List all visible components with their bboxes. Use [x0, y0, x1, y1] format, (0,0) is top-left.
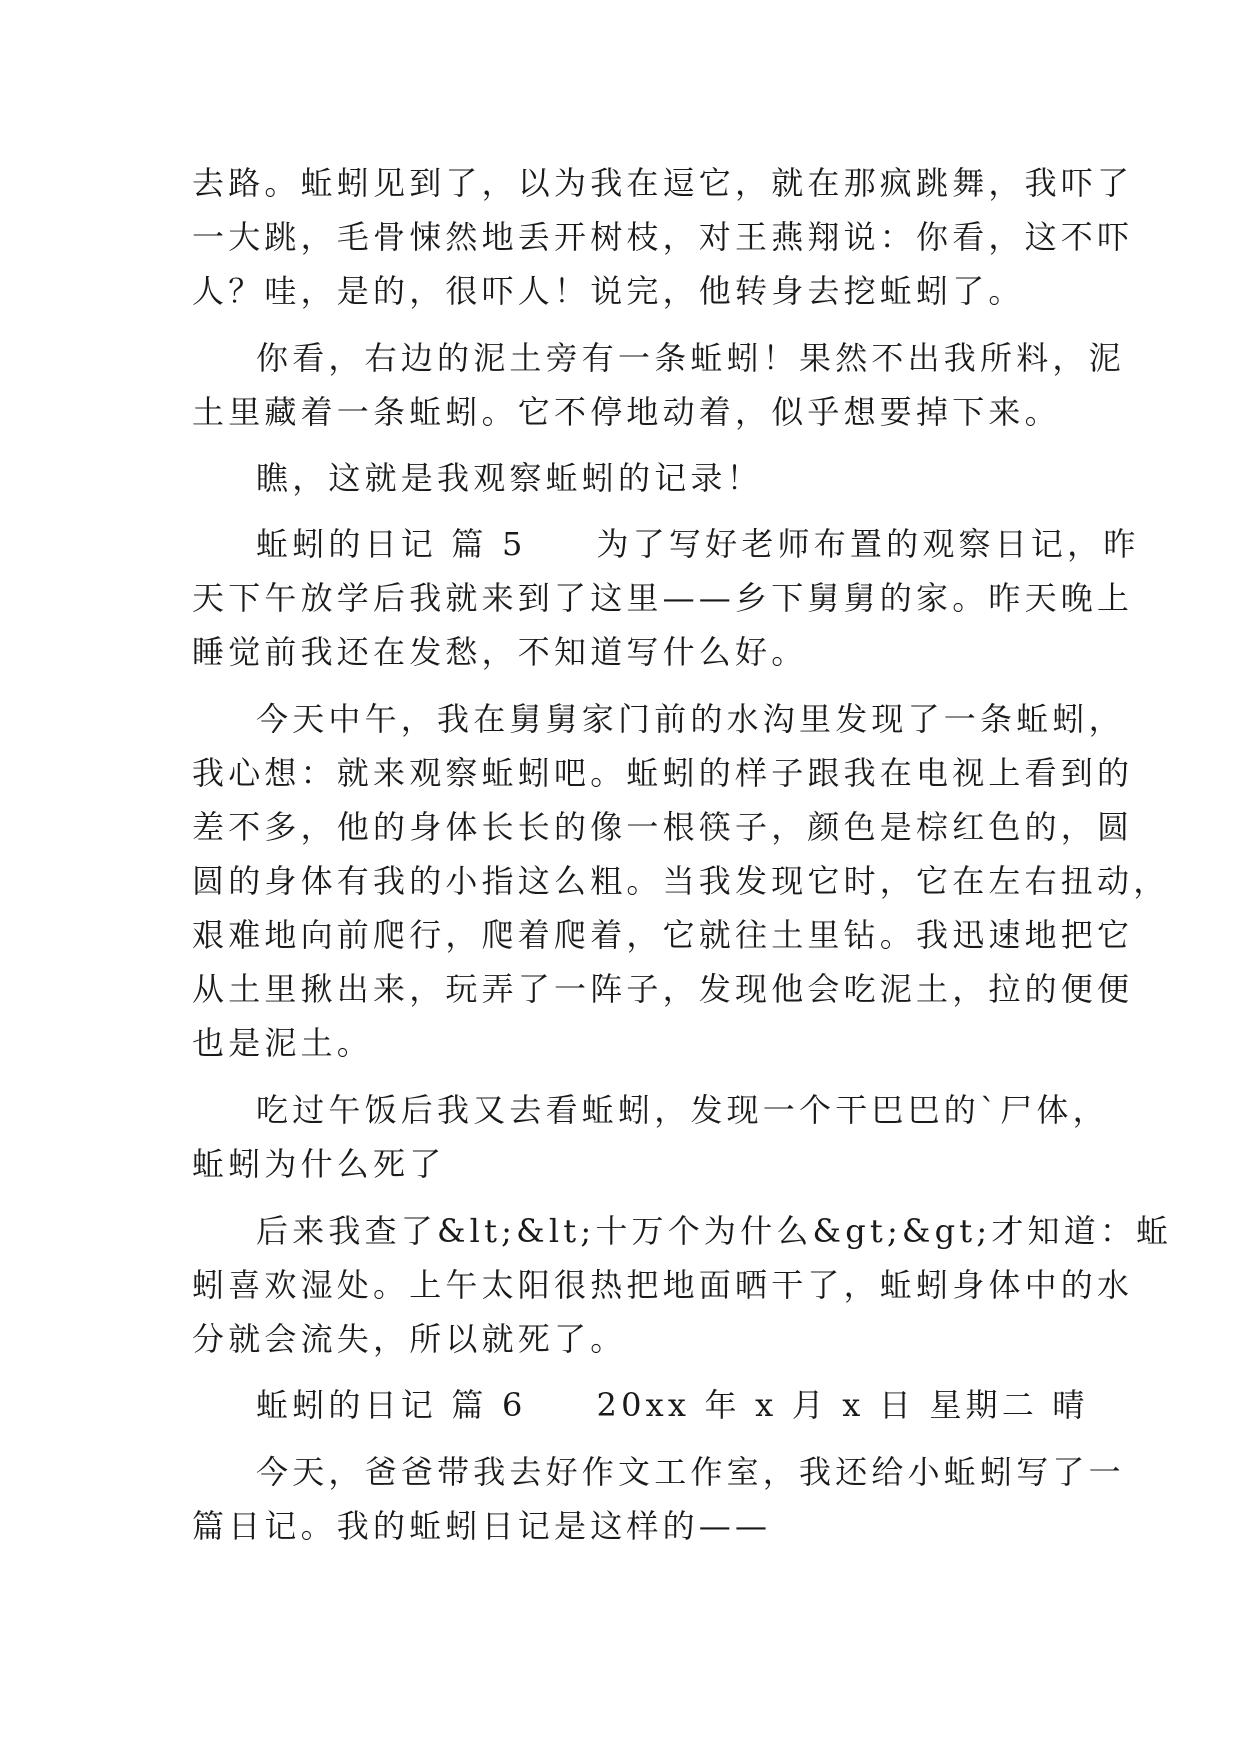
text-line: 睡觉前我还在发愁，不知道写什么好。	[192, 633, 808, 671]
text-line: 人？哇，是的，很吓人！说完，他转身去挖蚯蚓了。	[192, 272, 1025, 310]
text-line: 后来我查了&lt;&lt;十万个为什么&gt;&gt;才知道：蚯	[256, 1212, 1173, 1250]
text-line: 篇日记。我的蚯蚓日记是这样的——	[192, 1507, 772, 1545]
text-line: 天下午放学后我就来到了这里——乡下舅舅的家。昨天晚上	[192, 579, 1134, 617]
text-line: 我心想：就来观察蚯蚓吧。蚯蚓的样子跟我在电视上看到的	[192, 754, 1134, 792]
text-line: 瞧，这就是我观察蚯蚓的记录！	[256, 459, 763, 497]
text-line: 圆的身体有我的小指这么粗。当我发现它时，它在左右扭动，	[192, 862, 1170, 900]
text-line: 今天中午，我在舅舅家门前的水沟里发现了一条蚯蚓，	[256, 700, 1125, 738]
text-line: 去路。蚯蚓见到了，以为我在逗它，就在那疯跳舞，我吓了	[192, 164, 1134, 202]
text-line: 从土里揪出来，玩弄了一阵子，发现他会吃泥土，拉的便便	[192, 970, 1134, 1008]
text-line: 一大跳，毛骨悚然地丢开树枝，对王燕翔说：你看，这不吓	[192, 218, 1134, 256]
section-heading-line	[256, 1383, 1136, 1427]
text-line: 蚯蚓为什么死了	[192, 1145, 446, 1183]
section-heading: 蚯蚓的日记 篇 5	[256, 525, 527, 563]
section-heading-line	[256, 522, 1140, 566]
text-line: 吃过午饭后我又去看蚯蚓，发现一个干巴巴的`尸体，	[256, 1091, 1109, 1129]
date-weather: 20xx 年 x 月 x 日 星期二 晴	[596, 1386, 1089, 1424]
text-line: 分就会流失，所以就死了。	[192, 1320, 627, 1358]
text-line: 为了写好老师布置的观察日记，昨	[596, 525, 1140, 563]
text-line: 蚓喜欢湿处。上午太阳很热把地面晒干了，蚯蚓身体中的水	[192, 1266, 1134, 1304]
text-line: 你看，右边的泥土旁有一条蚯蚓！果然不出我所料，泥	[256, 339, 1125, 377]
text-line: 也是泥土。	[192, 1024, 374, 1062]
text-line: 差不多，他的身体长长的像一根筷子，颜色是棕红色的，圆	[192, 808, 1134, 846]
section-heading: 蚯蚓的日记 篇 6	[256, 1386, 527, 1424]
text-line: 艰难地向前爬行，爬着爬着，它就往土里钻。我迅速地把它	[192, 916, 1134, 954]
text-line: 今天，爸爸带我去好作文工作室，我还给小蚯蚓写了一	[256, 1453, 1125, 1491]
text-line: 土里藏着一条蚯蚓。它不停地动着，似乎想要掉下来。	[192, 393, 1061, 431]
